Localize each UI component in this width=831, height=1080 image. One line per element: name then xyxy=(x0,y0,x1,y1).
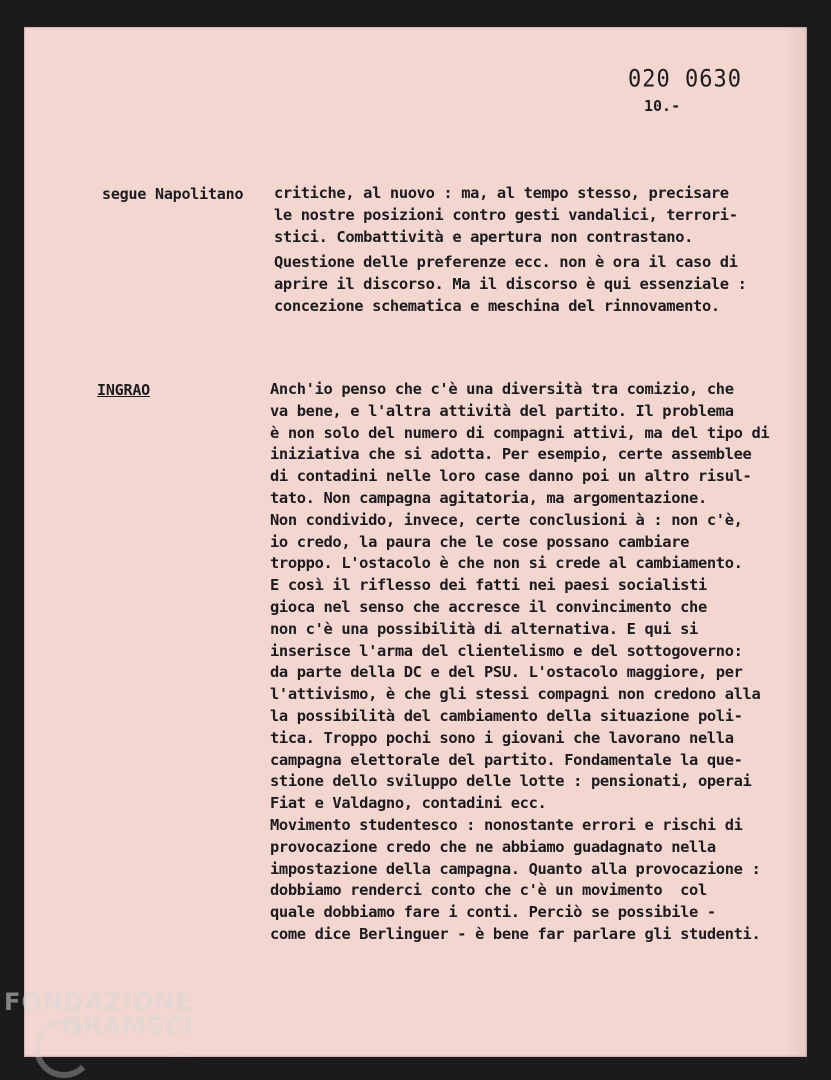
archive-stamp-number: 020 0630 xyxy=(628,65,742,94)
fondazione-gramsci-watermark xyxy=(4,988,224,1068)
text-line: la possibilità del cambiamento della situazione poli- xyxy=(270,706,743,725)
document-page xyxy=(24,27,807,1057)
text-line: tica. Troppo pochi sono i giovani che lavorano nella xyxy=(270,728,734,747)
text-line: io credo, la paura che le cose possano cambiare xyxy=(270,532,690,551)
text-line: concezione schematica e meschina del rinnovamento. xyxy=(274,296,720,315)
text-line: stione dello sviluppo delle lotte : pensionati, operai xyxy=(270,772,752,791)
watermark-line1: FONDAZIONE xyxy=(4,988,193,1016)
text-line: impostazione della campagna. Quanto alla provocazione : xyxy=(270,859,761,878)
page-edge-shadow xyxy=(785,27,807,1057)
speaker-label-napolitano: segue Napolitano xyxy=(102,185,244,203)
text-line: le nostre posizioni contro gesti vandalici, terrori- xyxy=(274,205,738,224)
text-line: Non condivido, invece, certe conclusioni à : non c'è, xyxy=(270,510,743,529)
text-line: non c'è una possibilità di alternativa. E qui si xyxy=(270,619,698,638)
text-line: aprire il discorso. Ma il discorso è qui essenziale : xyxy=(274,274,747,293)
text-line: campagna elettorale del partito. Fondamentale la que- xyxy=(270,750,743,769)
text-line: gioca nel senso che accresce il convincimento che xyxy=(270,597,707,616)
text-line: quale dobbiamo fare i conti. Perciò se possibile - xyxy=(270,903,716,922)
text-line: iniziativa che si adotta. Per esempio, certe assemblee xyxy=(270,445,752,464)
paragraph-napolitano-1 xyxy=(274,183,738,248)
text-line: va bene, e l'altra attività del partito. Il problema xyxy=(270,401,734,420)
text-line: Questione delle preferenze ecc. non è ora il caso di xyxy=(274,253,738,271)
text-line: tato. Non campagna agitatoria, ma argomentazione. xyxy=(270,488,707,507)
text-line: da parte della DC e del PSU. L'ostacolo maggiore, per xyxy=(270,663,743,682)
text-line: dobbiamo renderci conto che c'è un movimento col xyxy=(270,881,707,900)
text-line: E così il riflesso dei fatti nei paesi socialisti xyxy=(270,576,707,595)
watermark-line2: GRAMSCI xyxy=(62,1012,194,1040)
speaker-label-ingrao: INGRAO xyxy=(97,381,150,399)
text-line: di contadini nelle loro case danno poi un altro risul- xyxy=(270,467,752,486)
text-line: troppo. L'ostacolo è che non si crede al cambiamento. xyxy=(270,554,743,573)
paragraph-ingrao xyxy=(270,379,769,946)
page-number: 10.- xyxy=(644,97,681,115)
text-line: inserisce l'arma del clientelismo e del sottogoverno: xyxy=(270,641,743,660)
text-line: l'attivismo, è che gli stessi compagni non credono alla xyxy=(270,685,761,704)
paragraph-napolitano-2 xyxy=(274,252,747,317)
text-line: critiche, al nuovo : ma, al tempo stesso, precisare xyxy=(274,184,729,202)
text-line: Anch'io penso che c'è una diversità tra comizio, che xyxy=(270,380,734,398)
text-line: stici. Combattività e apertura non contrastano. xyxy=(274,227,694,246)
text-line: Movimento studentesco : nonostante errori e rischi di xyxy=(270,815,743,834)
text-line: come dice Berlinguer - è bene far parlare gli studenti. xyxy=(270,924,761,943)
text-line: provocazione credo che ne abbiamo guadagnato nella xyxy=(270,837,716,856)
watermark-suffix: onlus xyxy=(169,1050,194,1060)
text-line: è non solo del numero di compagni attivi, ma del tipo di xyxy=(270,423,770,442)
text-line: Fiat e Valdagno, contadini ecc. xyxy=(270,794,547,813)
